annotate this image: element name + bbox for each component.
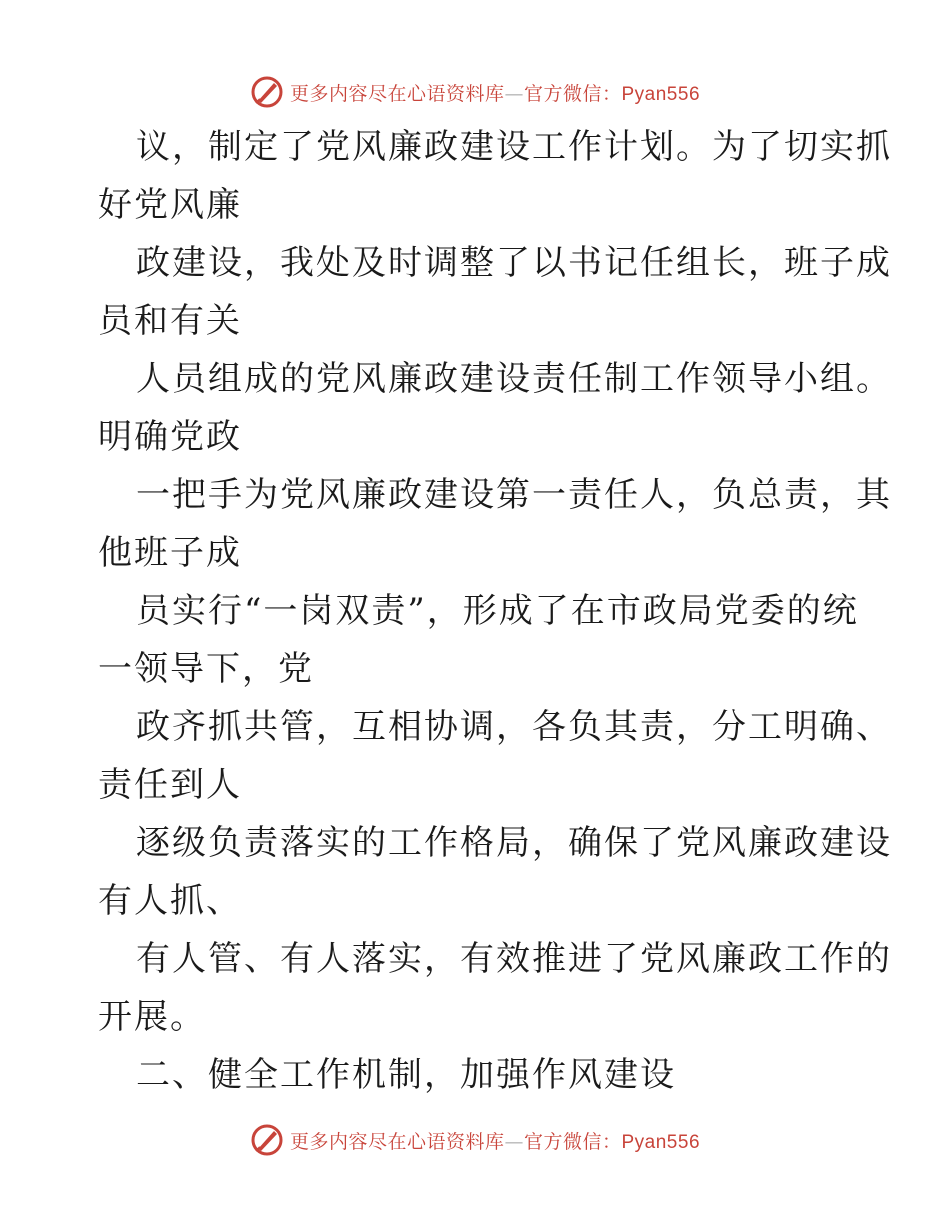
- text-line: 员和有关: [98, 301, 242, 341]
- watermark-text: 更多内容尽在心语资料库—官方微信：Pyan556: [289, 82, 701, 105]
- text-line: 一把手为党风廉政建设第一责任人，负总责，其: [136, 475, 892, 515]
- text-line: 逐级负责落实的工作格局，确保了党风廉政建设: [136, 823, 892, 863]
- watermark-text: 更多内容尽在心语资料库—官方微信：Pyan556: [289, 1130, 701, 1153]
- text-line: 二、健全工作机制，加强作风建设: [136, 1055, 676, 1095]
- text-line: 有人管、有人落实，有效推进了党风廉政工作的: [136, 939, 892, 979]
- text-line: 一领导下，党: [98, 649, 314, 689]
- quill-logo-icon: [250, 1123, 284, 1157]
- text-line: 员实行“一岗双责”，形成了在市政局党委的统: [136, 591, 859, 631]
- header-watermark: [0, 72, 950, 112]
- text-line: 明确党政: [98, 417, 242, 457]
- text-line: 政建设，我处及时调整了以书记任组长，班子成: [136, 243, 892, 283]
- text-line: 政齐抓共管，互相协调，各负其责，分工明确、: [136, 707, 892, 747]
- text-line: 开展。: [98, 997, 206, 1037]
- text-line: 有人抓、: [98, 881, 242, 921]
- text-line: 责任到人: [98, 765, 242, 805]
- footer-watermark: [0, 1120, 950, 1160]
- document-body: [98, 118, 892, 1104]
- text-line: 议，制定了党风廉政建设工作计划。为了切实抓: [136, 127, 892, 167]
- text-line: 人员组成的党风廉政建设责任制工作领导小组。: [136, 359, 892, 399]
- quill-logo-icon: [250, 75, 284, 109]
- text-line: 他班子成: [98, 533, 242, 573]
- text-line: 好党风廉: [98, 185, 242, 225]
